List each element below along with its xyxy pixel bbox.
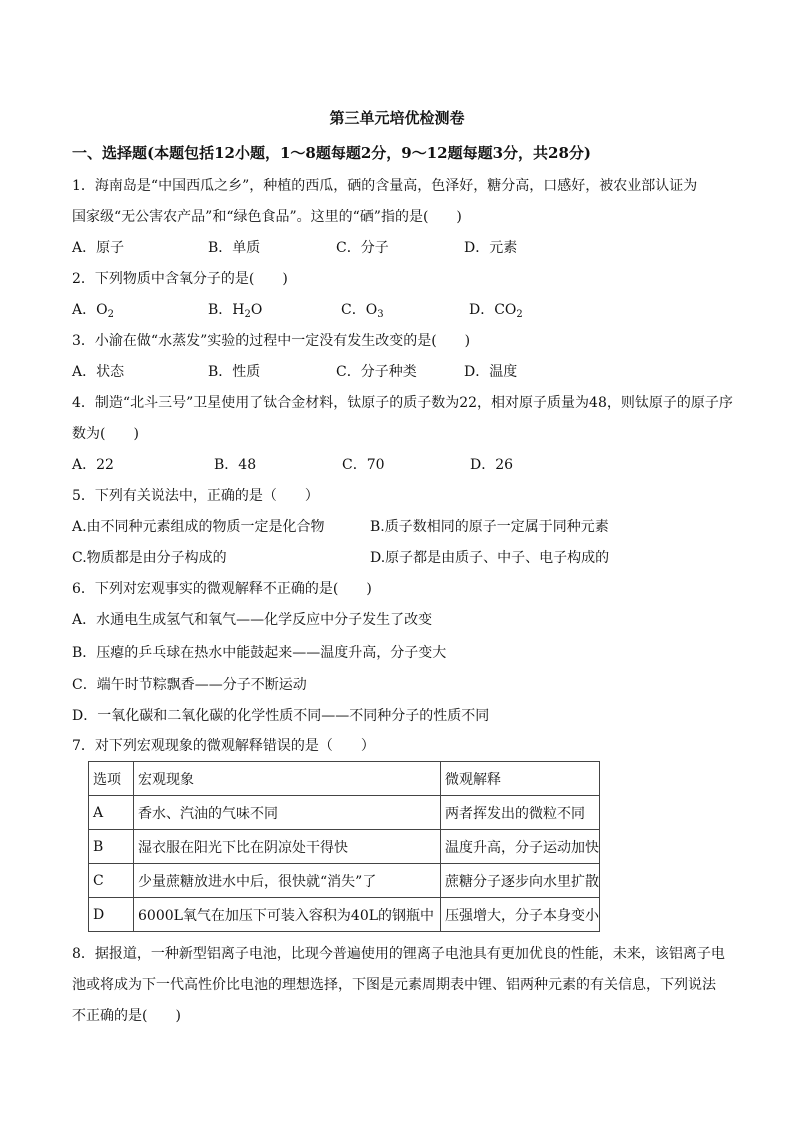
question-1-line-2: 国家级“无公害农产品”和“绿色食品”。这里的“硒”指的是( ) — [72, 209, 462, 225]
question-1-option-a: A．原子 — [72, 240, 125, 256]
question-5-option-c: C.物质都是由分子构成的 — [72, 550, 227, 566]
question-5-option-a: A.由不同种元素组成的物质一定是化合物 — [72, 519, 325, 535]
question-8-line-1: 8．据报道，一种新型铝离子电池，比现今普遍使用的锂离子电池具有更加优良的性能，未来，该铝离子电 — [72, 946, 725, 962]
question-4-option-d: D．26 — [470, 457, 514, 473]
formula-text: O — [250, 302, 263, 318]
table-cell: 两者挥发出的微粒不同 — [441, 796, 600, 830]
question-7-table — [88, 761, 600, 932]
question-4-option-b: B．48 — [214, 457, 257, 473]
question-3-option-a: A．状态 — [72, 364, 125, 380]
question-3-option-d: D．温度 — [464, 364, 518, 380]
table-cell: D — [89, 898, 134, 932]
formula-text: D．CO — [469, 302, 517, 318]
question-1-option-b: B．单质 — [208, 240, 261, 256]
question-6-option-d: D．一氧化碳和二氧化碳的化学性质不同——不同种分子的性质不同 — [72, 708, 490, 724]
question-1-option-c: C．分子 — [336, 240, 389, 256]
table-row — [89, 796, 600, 830]
question-5-stem: 5．下列有关说法中，正确的是（ ） — [72, 488, 319, 504]
table-header-cell: 选项 — [89, 762, 134, 796]
table-cell: 香水、汽油的气味不同 — [134, 796, 441, 830]
table-cell: 蔗糖分子逐步向水里扩散 — [441, 864, 600, 898]
question-4-option-c: C．70 — [342, 457, 385, 473]
question-3-option-b: B．性质 — [208, 364, 261, 380]
question-2-option-b — [208, 300, 262, 320]
question-7-stem: 7．对下列宏观现象的微观解释错误的是（ ） — [72, 738, 375, 754]
formula-text: B．H — [208, 302, 245, 318]
table-header-cell: 微观解释 — [441, 762, 600, 796]
table-cell: A — [89, 796, 134, 830]
question-8-line-3: 不正确的是( ) — [72, 1008, 181, 1024]
table-row — [89, 898, 600, 932]
formula-subscript: 2 — [516, 309, 523, 320]
table-cell: 少量蔗糖放进水中后，很快就“消失”了 — [134, 864, 441, 898]
formula-text: A．O — [72, 302, 108, 318]
question-5-option-d: D.原子都是由质子、中子、电子构成的 — [370, 550, 610, 566]
table-cell: 温度升高，分子运动加快 — [441, 830, 600, 864]
table-header-row — [89, 762, 600, 796]
formula-subscript: 2 — [107, 309, 114, 320]
question-2-option-c — [341, 300, 384, 320]
table-header-cell: 宏观现象 — [134, 762, 441, 796]
table-cell: 湿衣服在阳光下比在阴凉处干得快 — [134, 830, 441, 864]
question-8-line-2: 池或将成为下一代高性价比电池的理想选择，下图是元素周期表中锂、铝两种元素的有关信息，下列说法 — [72, 977, 716, 993]
table-cell: B — [89, 830, 134, 864]
question-4-option-a: A．22 — [72, 457, 114, 473]
table-cell: 6000L氧气在加压下可装入容积为40L的钢瓶中 — [134, 898, 441, 932]
question-1-option-d: D．元素 — [464, 240, 518, 256]
formula-subscript: 3 — [377, 309, 384, 320]
question-3-option-c: C．分子种类 — [336, 364, 417, 380]
question-2-option-d — [469, 300, 523, 320]
question-6-option-b: B．压瘪的乒乓球在热水中能鼓起来——温度升高，分子变大 — [72, 645, 447, 661]
question-2-option-a — [72, 300, 114, 320]
table-row — [89, 864, 600, 898]
table-row — [89, 830, 600, 864]
page-title: 第三单元培优检测卷 — [329, 109, 465, 127]
question-4-line-1: 4．制造“北斗三号”卫星使用了钛合金材料，钛原子的质子数为22，相对原子质量为48，则钛原子的原子序 — [72, 395, 733, 411]
question-6-stem: 6．下列对宏观事实的微观解释不正确的是( ) — [72, 581, 372, 597]
question-6-option-c: C．端午时节粽飘香——分子不断运动 — [72, 677, 307, 693]
table-cell: 压强增大，分子本身变小 — [441, 898, 600, 932]
question-5-option-b: B.质子数相同的原子一定属于同种元素 — [370, 519, 609, 535]
question-6-option-a: A．水通电生成氢气和氧气——化学反应中分子发生了改变 — [72, 612, 433, 628]
question-4-line-2: 数为( ) — [72, 426, 139, 442]
question-2-stem: 2．下列物质中含氧分子的是( ) — [72, 271, 288, 287]
question-3-stem: 3．小渝在做“水蒸发”实验的过程中一定没有发生改变的是( ) — [72, 333, 471, 349]
question-1-line-1: 1．海南岛是“中国西瓜之乡”，种植的西瓜，硒的含量高，色泽好，糖分高，口感好，被农业部认证为 — [72, 178, 698, 194]
section-heading: 一、选择题(本题包括12小题，1～8题每题2分，9～12题每题3分，共28分) — [72, 144, 592, 162]
formula-subscript: 2 — [244, 309, 251, 320]
formula-text: C．O — [341, 302, 378, 318]
table-cell: C — [89, 864, 134, 898]
